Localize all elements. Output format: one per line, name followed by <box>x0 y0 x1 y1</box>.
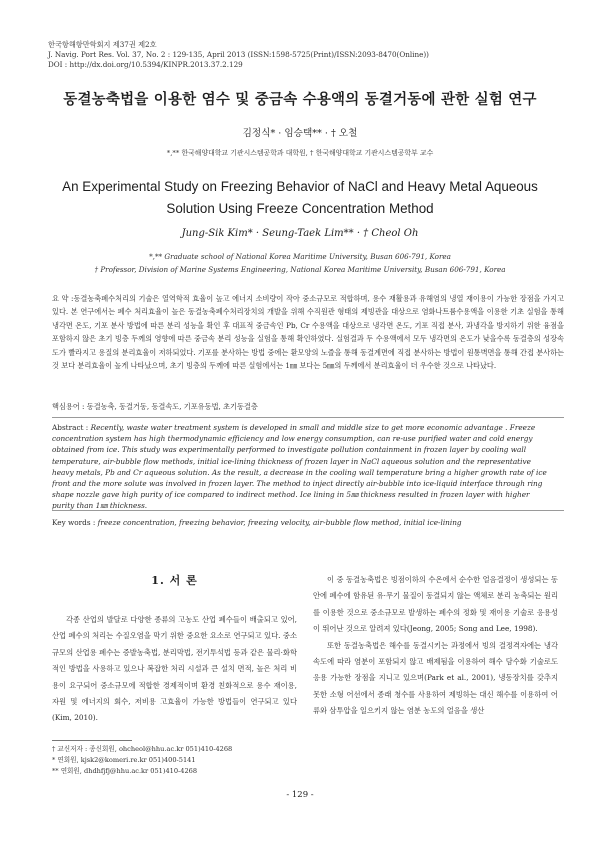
keywords-label: Key words : <box>52 518 96 527</box>
footnote-corresponding: † 교신저자 : 종신회원, ohcheol@hhu.ac.kr 051)410-4268 <box>52 745 233 753</box>
authors-english: Jung-Sik Kim* · Seung-Taek Lim** · † Cheol Oh <box>181 228 419 239</box>
journal-name: 한국항해항만학회지 제37권 제2호 <box>48 40 157 49</box>
affiliation-korean: *,** 한국해양대학교 기관시스템공학과 대학원, † 한국해양대학교 기관시스템공학부 교수 <box>166 149 434 157</box>
keywords-english <box>52 518 462 527</box>
footnote-author-1: * 연회원, kjsk2@komeri.re.kr 051)400-5141 <box>52 756 196 765</box>
intro-paragraph-3: 또한 동결농축법은 해수를 동결시키는 과정에서 빙의 결정격자에는 냉각속도에 따라 염분이 포함되지 않고 배제됨을 이용하여 해수 담수화 기술로도 응용 가능한 장점을 지니고 있으며(Park et al., 2001), 냉동장치를 갖추지 못한 소형 어선에서 종래 청수를 사용하여 제빙하는 대신 해수를 이용하여 어류와 삼투압을 일으키지 않는 염분 농도의 얼음을 생산 <box>313 640 558 716</box>
page-number: - 129 - <box>286 790 314 800</box>
abstract-label: Abstract : <box>52 423 89 432</box>
intro-paragraph-1: 각종 산업의 발달로 다양한 종류의 고농도 산업 폐수들이 배출되고 있어, 산업 폐수의 처리는 수질오염을 막기 위한 중요한 요소로 연구되고 있다. 중소규모의 산업용 폐수는 증발농축법, 분리막법, 전기투석법 등과 같은 물리·화학적인 방법을 사용하고 있으나 복잡한 처리 시설과 큰 설치 면적, 높은 처리 비용이 요구되어 중소규모에 적합한 경제적이며 환경 친화적으로 용수 재이용, 자원 및 에너지의 회수, 저비용 고효율이 가능한 방법들이 연구되고 있다(Kim, 2010). <box>52 615 297 723</box>
affiliation-english <box>0 250 600 276</box>
journal-header <box>48 40 429 71</box>
footnotes <box>52 744 232 778</box>
title-english-line1: An Experimental Study on Freezing Behavior of NaCl and Heavy Metal Aqueous <box>62 179 538 194</box>
footnote-author-2: ** 연회원, dhdhfjfj@hhu.ac.kr 051)410-4268 <box>52 767 198 776</box>
intro-right-column <box>313 572 558 720</box>
doi: DOI : http://dx.doi.org/10.5394/KINPR.2013.37.2.129 <box>48 60 243 70</box>
title-english <box>40 176 560 220</box>
abstract-top-rule <box>52 417 564 418</box>
abstract-english <box>52 422 554 512</box>
title-korean: 동결농축법을 이용한 염수 및 중금속 수용액의 동결거동에 관한 실험 연구 <box>63 91 537 108</box>
abstract-bottom-rule <box>52 510 564 511</box>
keywords-english-text: freeze concentration, freezing behavior, freezing velocity, air-bubble flow method, initial ice-lining <box>97 518 462 527</box>
authors-korean: 김정식* · 임승택** · † 오철 <box>242 128 358 139</box>
affiliation-english-2: † Professor, Division of Marine Systems Engineering, National Korea Maritime University, Busan 606-791, Korea <box>94 265 506 274</box>
affiliation-english-1: *,** Graduate school of National Korea Maritime University, Busan 606-791, Korea <box>149 252 451 261</box>
keywords-korean: 핵심용어 : 동결농축, 동결거동, 동결속도, 기포유동법, 초기동결층 <box>52 402 258 411</box>
intro-left-column <box>52 612 297 727</box>
abstract-english-text: Recently, waste water treatment system is developed in small and middle size to get more economic advantage . Freeze concentration system has high thermodynamic efficiency and low energy consumption, can re-use purified water and cold energy obtained from ice. This study was experimentally performed to investigate pollution containment in frozen layer by cooling wall temperature, air-bubble flow methods, initial ice-lining thickness of frozen layer in NaCl aqueous solution and the representative heavy metals, Pb and Cr aqueous solution. As the result, a decrease in the cooling wall temperature bring a higher growth rate of ice front and the more solute was involved in frozen layer. The method to inject directly air-bubble into ice-liquid interface through ring shape nozzle gave high purity of ice compared to indirect method. Ice lining in 5㎜ thickness resulted in frozen layer with higher purity than 1㎜ thickness. <box>52 423 547 511</box>
title-english-line2: Solution Using Freeze Concentration Method <box>166 201 434 216</box>
citation: J. Navig. Port Res. Vol. 37, No. 2 : 129-135, April 2013 (ISSN:1598-5725(Print)/ISSN:2093-8470(Online)) <box>48 50 429 60</box>
footnote-rule <box>52 740 132 741</box>
abstract-korean: 요 약 :동결농축폐수처리의 기술은 열역학적 효율이 높고 에너지 소비량이 작아 중소규모로 적합하며, 용수 재활용과 유해염의 냉열 재이용이 가능한 장점을 가지고 있다. 본 연구에서는 폐수 처리효율이 높은 동결농축폐수처리장치의 개발을 위해 수직원관 형태의 제빙관을 대상으로 염화나트륨수용액을 이용한 기초 실험을 통해 냉각면 온도, 기포 분사 방법에 따른 분리 성능을 확인 후 대표적 중금속인 Pb, Cr 수용액을 대상으로 냉각면 온도, 기포 직접 분사, 과냉각을 방지하기 위한 융점을 포함하지 않은 초기 빙층 두께의 영향에 따른 중금속 분리 성능을 실험을 통해 확인하였다. 실험결과 두 수용액에서 모두 냉각면의 온도가 낮을수록 동결층의 성장속도가 빨라지고 용질의 분리효율이 저하되었다. 기포를 분사하는 방법 중에는 환모양의 노즐을 통해 동결계면에 직접 분사하는 방법이 원통벽면을 통해 간접 분사하는 것 보다 분리효율이 높게 나타났으며, 초기 빙층의 두께에 따른 실험에서는 1㎜ 보다는 5㎜의 두께에서 분리효율이 더 우수한 것으로 나타났다. <box>52 294 564 371</box>
section-heading-introduction: 1. 서 론 <box>151 574 198 587</box>
intro-paragraph-2: 이 중 동결농축법은 빙점이하의 수온에서 순수한 얼음결정이 생성되는 동안에 폐수에 함유된 유·무기 물질이 동결되지 않는 액체로 분리 농축되는 원리를 이용한 것으로 중소규모로 발생하는 폐수의 정화 및 재이용 기술로 응용성이 뛰어난 것으로 알려져 있다(Jeong, 2005; Song and Lee, 1998). <box>313 575 558 634</box>
